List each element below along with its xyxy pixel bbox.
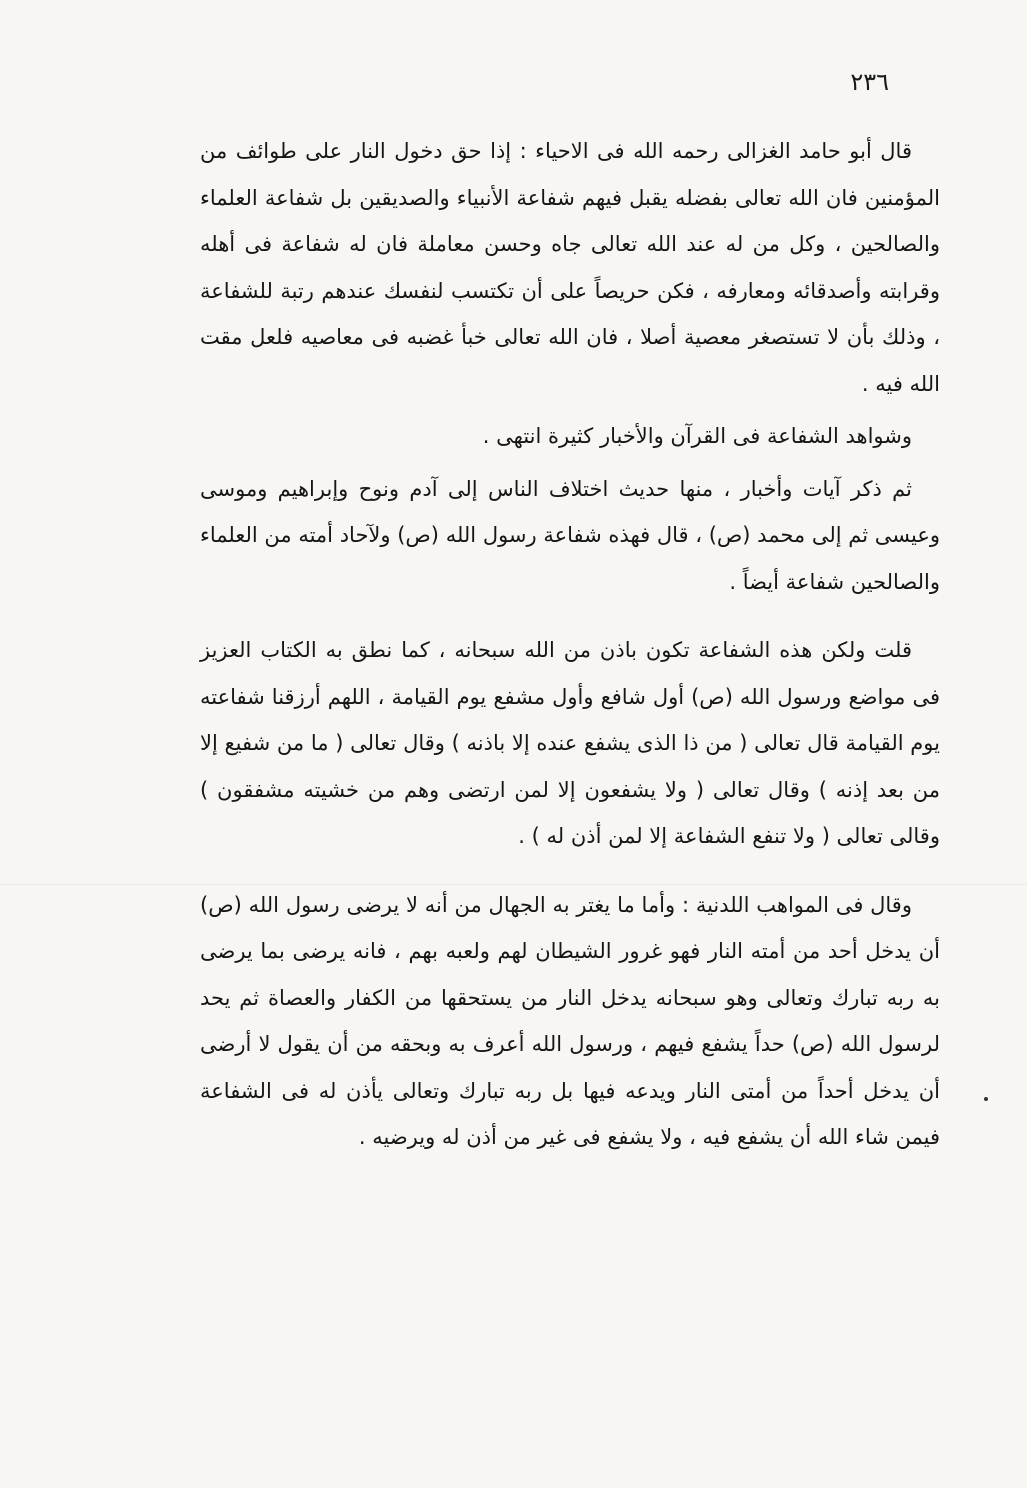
body-text [200, 128, 940, 1161]
paragraph-mawahib: وقال فى المواهب اللدنية : وأما ما يغتر به الجهال من أنه لا يرضى رسول الله (ص) أن يدخل أحد من أمته النار فهو غرور الشيطان لهم ولعبه بهم ، فانه يرضى بما يرضى به ربه تبارك وتعالى وهو سبحانه يدخل النار من يستحقها من الكفار والعصاة ثم يحد لرسول الله (ص) حداً يشفع فيهم ، ورسول الله أعرف به وبحقه من أن يقول لا أرضى أن يدخل أحداً من أمتى النار ويدعه فيها بل ربه تبارك وتعالى يأذن له فى الشفاعة فيمن شاء الله أن يشفع فيه ، ولا يشفع فى غير من أذن له ويرضيه . [200, 892, 940, 1149]
scan-artifact-line [0, 884, 1027, 885]
ink-speck [984, 1097, 988, 1101]
page-number: ٢٣٦ [850, 68, 889, 96]
paragraph-quran-verses: قلت ولكن هذه الشفاعة تكون باذن من الله سبحانه ، كما نطق به الكتاب العزيز فى مواضع ورسول الله (ص) أول شافع وأول مشفع يوم القيامة ، اللهم أرزقنا شفاعته يوم القيامة قال تعالى ( من ذا الذى يشفع عنده إلا باذنه ) وقال تعالى ( ما من شفيع إلا من بعد إذنه ) وقال تعالى ( ولا يشفعون إلا لمن ارتضى وهم من خشيته مشفقون ) وقالى تعالى ( ولا تنفع الشفاعة إلا لمن أذن له ) . [200, 638, 940, 848]
paragraph-ghazali-quote: قال أبو حامد الغزالى رحمه الله فى الاحياء : إذا حق دخول النار على طوائف من المؤمنين فان الله تعالى بفضله يقبل فيهم شفاعة الأنبياء والصديقين بل شفاعة العلماء والصالحين ، وكل من له عند الله تعالى جاه وحسن معاملة فان له شفاعة فى أهله وقرابته وأصدقائه ومعارفه ، فكن حريصاً على أن تكتسب لنفسك عندهم رتبة للشفاعة ، وذلك بأن لا تستصغر معصية أصلا ، فان الله تعالى خبأ غضبه فى معاصيه فلعل مقت الله فيه . [200, 139, 940, 396]
paragraph-hadith: ثم ذكر آيات وأخبار ، منها حديث اختلاف الناس إلى آدم ونوح وإبراهيم وموسى وعيسى ثم إلى محمد (ص) ، قال فهذه شفاعة رسول الله (ص) ولآحاد أمته من العلماء والصالحين شفاعة أيضاً . [200, 476, 940, 594]
paragraph-evidence: وشواهد الشفاعة فى القرآن والأخبار كثيرة انتهى . [482, 424, 912, 448]
